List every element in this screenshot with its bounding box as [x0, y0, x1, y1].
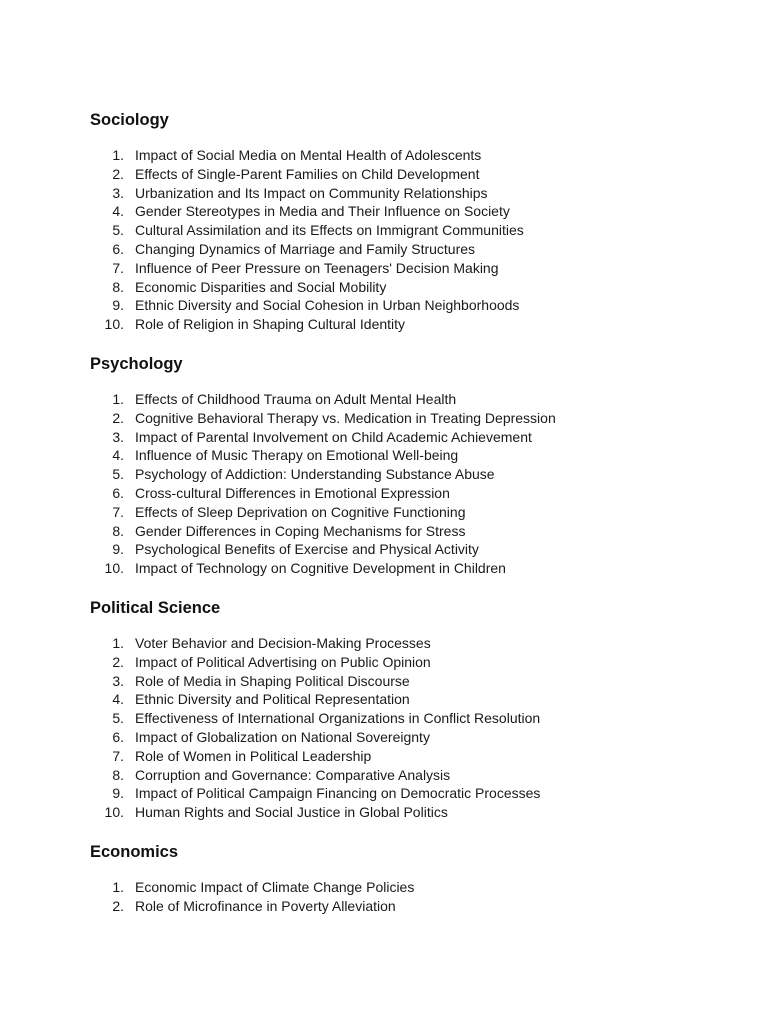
list-item-text: Cultural Assimilation and its Effects on Immigrant Communities — [135, 222, 524, 239]
list-item — [90, 240, 730, 259]
list-item — [90, 390, 730, 409]
list-item-number: 5. — [112, 710, 124, 727]
list-item-number: 3. — [112, 184, 124, 201]
list-item — [90, 428, 730, 447]
list-item — [90, 540, 730, 559]
list-item-text: Influence of Peer Pressure on Teenagers' Decision Making — [135, 259, 499, 276]
list-item — [90, 409, 730, 428]
list-item — [90, 878, 730, 897]
section-heading: Sociology — [90, 111, 169, 129]
list-item-number: 6. — [112, 728, 124, 745]
list-item — [90, 653, 730, 672]
list-item-text: Corruption and Governance: Comparative Analysis — [135, 766, 451, 783]
list-item — [90, 897, 730, 916]
list-item-text: Effects of Single-Parent Families on Child Development — [135, 165, 480, 182]
list-item — [90, 728, 730, 747]
section-heading: Economics — [90, 843, 179, 861]
list-item-text: Role of Women in Political Leadership — [135, 747, 372, 764]
list-item-text: Human Rights and Social Justice in Global Politics — [135, 804, 448, 821]
list-item — [90, 259, 730, 278]
list-item — [90, 503, 730, 522]
list-item-text: Impact of Parental Involvement on Child Academic Achievement — [135, 428, 532, 445]
list-item-number: 2. — [112, 409, 124, 426]
list-item — [90, 484, 730, 503]
list-item-number: 2. — [112, 165, 124, 182]
list-item-number: 8. — [112, 278, 124, 295]
list-item-text: Impact of Globalization on National Sovereignty — [135, 728, 430, 745]
list-item-text: Changing Dynamics of Marriage and Family Structures — [135, 240, 476, 257]
list-item-number: 6. — [112, 240, 124, 257]
list-item-text: Impact of Political Campaign Financing on Democratic Processes — [135, 785, 541, 802]
list-item-number: 8. — [112, 522, 124, 539]
topic-list — [90, 146, 730, 334]
list-item-text: Urbanization and Its Impact on Community Relationships — [135, 184, 488, 201]
list-item-number: 10. — [104, 560, 124, 577]
list-item-text: Ethnic Diversity and Political Representation — [135, 691, 410, 708]
topic-list — [90, 878, 730, 916]
list-item-text: Effects of Sleep Deprivation on Cognitive Functioning — [135, 503, 466, 520]
section-economics — [90, 842, 730, 916]
list-item-text: Cognitive Behavioral Therapy vs. Medication in Treating Depression — [135, 409, 556, 426]
list-item-number: 4. — [112, 203, 124, 220]
list-item — [90, 766, 730, 785]
list-item — [90, 221, 730, 240]
list-item-text: Impact of Political Advertising on Public Opinion — [135, 653, 431, 670]
list-item — [90, 672, 730, 691]
list-item — [90, 165, 730, 184]
list-item-text: Psychology of Addiction: Understanding Substance Abuse — [135, 466, 495, 483]
list-item-text: Psychological Benefits of Exercise and Physical Activity — [135, 541, 479, 558]
list-item — [90, 784, 730, 803]
topic-list — [90, 634, 730, 822]
list-item-text: Influence of Music Therapy on Emotional Well-being — [135, 447, 459, 464]
list-item-text: Voter Behavior and Decision-Making Processes — [135, 635, 431, 651]
topic-list — [90, 390, 730, 578]
list-item-number: 5. — [112, 222, 124, 239]
list-item — [90, 709, 730, 728]
list-item — [90, 747, 730, 766]
list-item — [90, 315, 730, 334]
list-item-number: 5. — [112, 466, 124, 483]
list-item-text: Economic Disparities and Social Mobility — [135, 278, 387, 295]
list-item-number: 7. — [112, 747, 124, 764]
section-psychology — [90, 354, 730, 578]
list-item — [90, 803, 730, 822]
list-item-number: 9. — [112, 297, 124, 314]
list-item-number: 8. — [112, 766, 124, 783]
list-item-text: Ethnic Diversity and Social Cohesion in Urban Neighborhoods — [135, 297, 520, 314]
list-item — [90, 146, 730, 165]
section-heading: Psychology — [90, 355, 183, 373]
section-sociology — [90, 110, 730, 334]
list-item-text: Effectiveness of International Organizations in Conflict Resolution — [135, 710, 541, 727]
list-item-number: 1. — [112, 879, 124, 895]
list-item-number: 2. — [112, 653, 124, 670]
list-item-text: Gender Stereotypes in Media and Their Influence on Society — [135, 203, 510, 220]
list-item — [90, 634, 730, 653]
list-item — [90, 202, 730, 221]
list-item-text: Impact of Social Media on Mental Health of Adolescents — [135, 147, 482, 163]
list-item-number: 6. — [112, 484, 124, 501]
list-item — [90, 184, 730, 203]
list-item — [90, 278, 730, 297]
list-item — [90, 559, 730, 578]
list-item-text: Economic Impact of Climate Change Policies — [135, 879, 415, 895]
list-item-text: Gender Differences in Coping Mechanisms for Stress — [135, 522, 466, 539]
list-item — [90, 446, 730, 465]
list-item-number: 9. — [112, 541, 124, 558]
list-item — [90, 522, 730, 541]
section-political-science — [90, 598, 730, 822]
list-item-number: 1. — [112, 635, 124, 651]
list-item-number: 2. — [112, 897, 124, 914]
list-item-text: Role of Media in Shaping Political Discourse — [135, 672, 410, 689]
list-item-number: 1. — [112, 391, 124, 407]
list-item — [90, 690, 730, 709]
list-item-number: 3. — [112, 428, 124, 445]
list-item-number: 1. — [112, 147, 124, 163]
list-item-number: 10. — [104, 316, 124, 333]
list-item-number: 4. — [112, 447, 124, 464]
list-item — [90, 296, 730, 315]
list-item-text: Role of Microfinance in Poverty Alleviation — [135, 897, 396, 914]
list-item-text: Impact of Technology on Cognitive Development in Children — [135, 560, 506, 577]
list-item-text: Cross-cultural Differences in Emotional Expression — [135, 484, 450, 501]
list-item-text: Effects of Childhood Trauma on Adult Mental Health — [135, 391, 457, 407]
list-item-number: 3. — [112, 672, 124, 689]
list-item — [90, 465, 730, 484]
section-heading: Political Science — [90, 599, 221, 617]
list-item-number: 9. — [112, 785, 124, 802]
list-item-number: 7. — [112, 503, 124, 520]
list-item-text: Role of Religion in Shaping Cultural Identity — [135, 316, 406, 333]
list-item-number: 7. — [112, 259, 124, 276]
list-item-number: 4. — [112, 691, 124, 708]
list-item-number: 10. — [104, 804, 124, 821]
